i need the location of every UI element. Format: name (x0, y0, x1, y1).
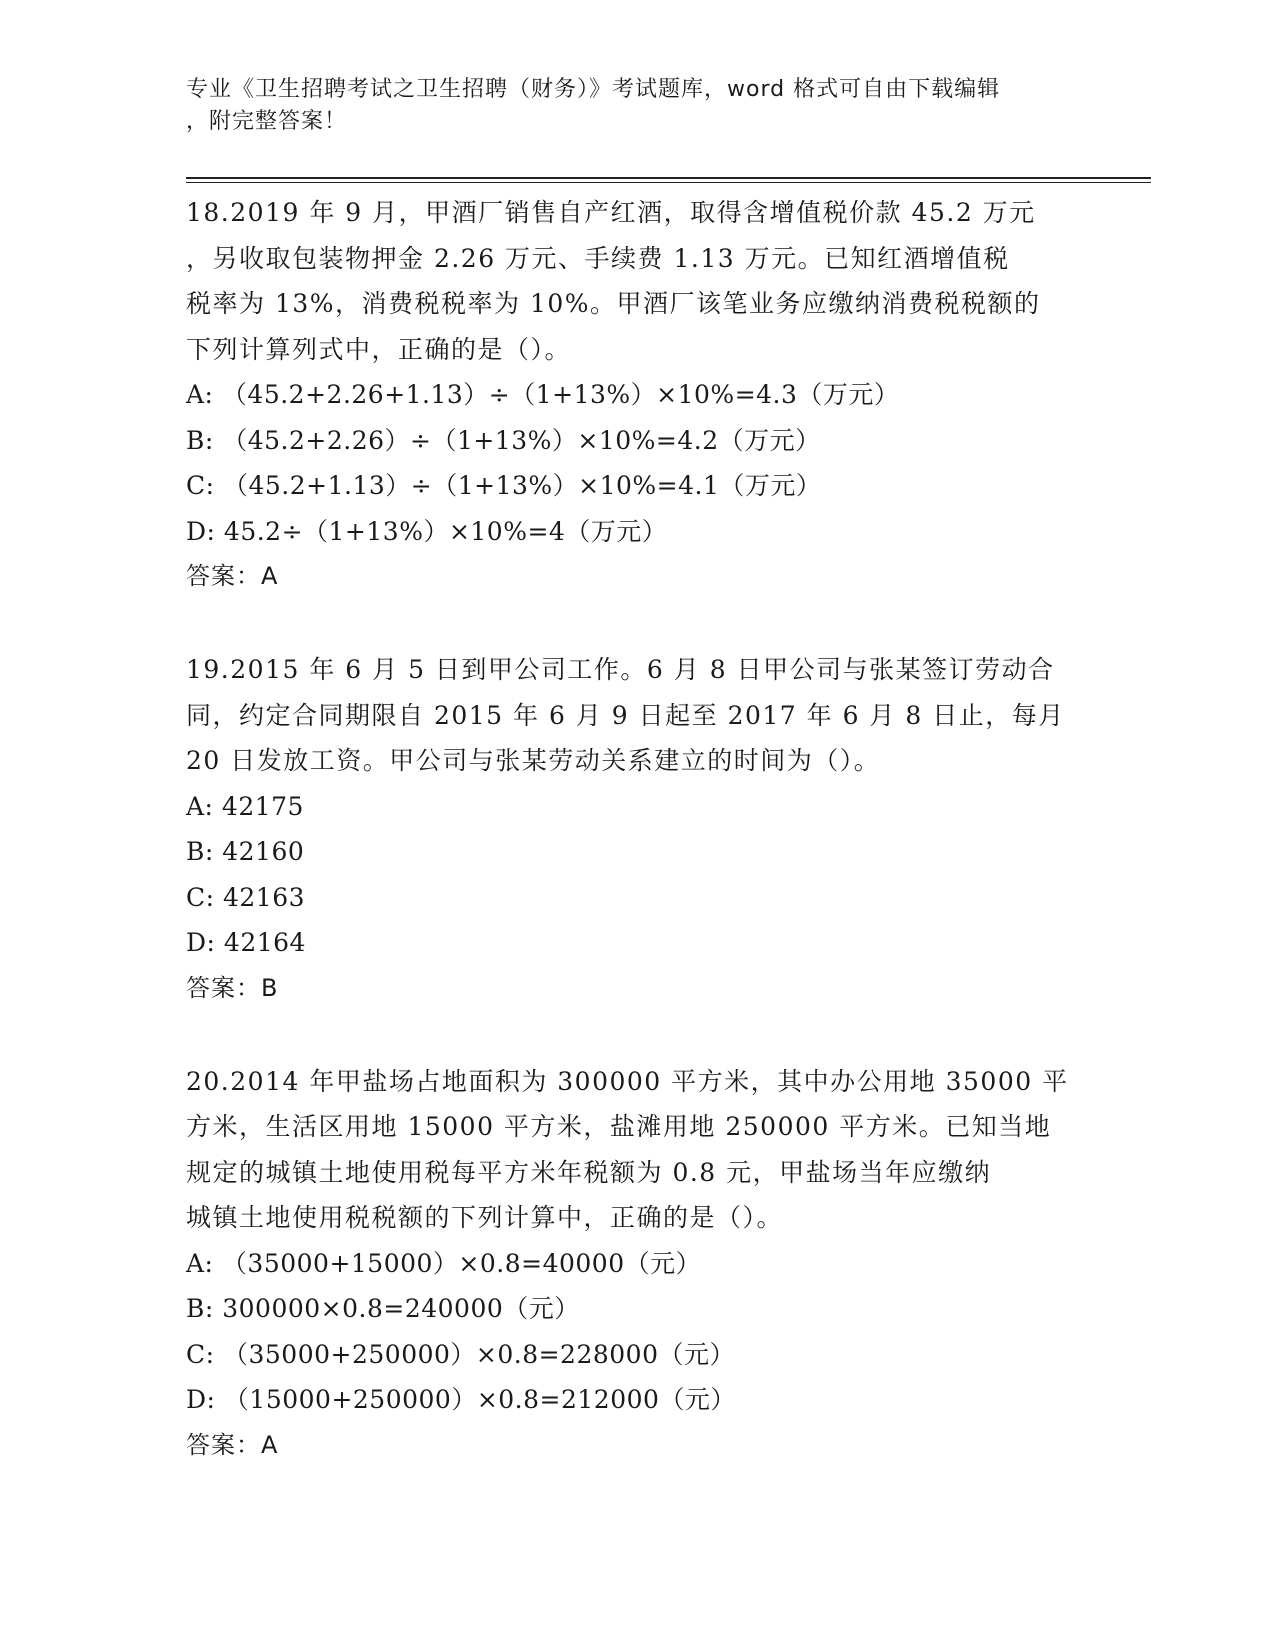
answer: 答案：A (186, 1430, 279, 1459)
option-c: C: 42163 (186, 882, 306, 912)
question-text-line: 19.2015 年 6 月 5 日到甲公司工作。6 月 8 日甲公司与张某签订劳动合 (186, 655, 1055, 684)
option-d: D: （15000+250000）×0.8=212000（元） (186, 1385, 736, 1414)
option-c: C: （45.2+1.13）÷（1+13%）×10%=4.1（万元） (186, 471, 822, 500)
question-text-line: 同，约定合同期限自 2015 年 6 月 9 日起至 2017 年 6 月 8 日止，每月 (186, 700, 1065, 730)
question-text-line: 20 日发放工资。甲公司与张某劳动关系建立的时间为（）。 (186, 746, 881, 775)
question-19 (186, 647, 1086, 1011)
question-list (186, 190, 1086, 1516)
option-a: A: （35000+15000）×0.8=40000（元） (186, 1248, 702, 1278)
header-divider-thin (186, 182, 1151, 183)
option-a: A: 42175 (186, 791, 304, 821)
answer: 答案：B (186, 973, 279, 1002)
header-divider-thick (186, 177, 1151, 179)
question-text-line: ，另收取包装物押金 2.26 万元、手续费 1.13 万元。已知红酒增值税 (186, 243, 1010, 273)
question-text-line: 税率为 13%，消费税税率为 10%。甲酒厂该笔业务应缴纳消费税税额的 (186, 289, 1041, 318)
question-text-line: 城镇土地使用税税额的下列计算中，正确的是（）。 (186, 1203, 784, 1232)
option-b: B: （45.2+2.26）÷（1+13%）×10%=4.2（万元） (186, 425, 821, 455)
option-b: B: 42160 (186, 837, 305, 866)
question-text-line: 20.2014 年甲盐场占地面积为 300000 平方米，其中办公用地 35000 平 (186, 1066, 1069, 1096)
option-d: D: 45.2÷（1+13%）×10%=4（万元） (186, 516, 668, 546)
option-c: C: （35000+250000）×0.8=228000（元） (186, 1339, 735, 1369)
question-text-line: 18.2019 年 9 月，甲酒厂销售自产红酒，取得含增值税价款 45.2 万元 (186, 198, 1036, 227)
question-text-line: 规定的城镇土地使用税每平方米年税额为 0.8 元，甲盐场当年应缴纳 (186, 1157, 992, 1187)
option-d: D: 42164 (186, 928, 306, 957)
answer: 答案：A (186, 562, 279, 590)
option-b: B: 300000×0.8=240000（元） (186, 1294, 580, 1323)
question-text-line: 下列计算列式中，正确的是（）。 (186, 334, 572, 364)
question-20 (186, 1059, 1086, 1468)
header-line-1: 专业《卫生招聘考试之卫生招聘（财务）》考试题库，word 格式可自由下载编辑 (186, 77, 1001, 102)
document-header (186, 74, 1066, 138)
header-line-2: ，附完整答案！ (186, 109, 348, 134)
question-18 (186, 190, 1086, 599)
question-text-line: 方米，生活区用地 15000 平方米，盐滩用地 250000 平方米。已知当地 (186, 1112, 1052, 1141)
option-a: A: （45.2+2.26+1.13）÷（1+13%）×10%=4.3（万元） (186, 380, 900, 409)
